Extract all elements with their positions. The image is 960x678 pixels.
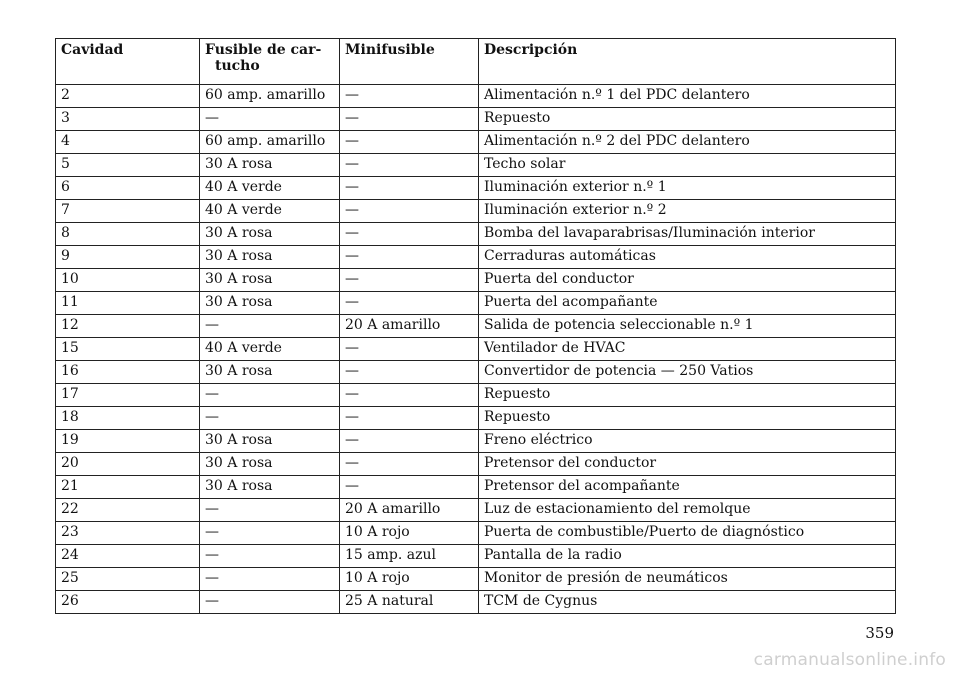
cell-cavidad: 23 [56,522,200,545]
cell-cavidad: 25 [56,568,200,591]
cell-cavidad: 15 [56,338,200,361]
cell-fusible-cartucho: — [200,568,340,591]
cell-minifusible: — [340,154,479,177]
cell-descripcion: Repuesto [479,108,896,131]
cell-descripcion: Alimentación n.º 2 del PDC delantero [479,131,896,154]
cell-cavidad: 12 [56,315,200,338]
table-row [56,85,896,108]
header-row [56,39,896,85]
cell-minifusible: 25 A natural [340,591,479,614]
cell-minifusible: — [340,108,479,131]
cell-descripcion: Puerta del conductor [479,269,896,292]
cell-minifusible: — [340,292,479,315]
cell-cavidad: 11 [56,292,200,315]
header-fusible-cartucho: Fusible de car- tucho [200,39,340,85]
cell-descripcion: Iluminación exterior n.º 2 [479,200,896,223]
cell-descripcion: Salida de potencia seleccionable n.º 1 [479,315,896,338]
cell-cavidad: 22 [56,499,200,522]
cell-cavidad: 2 [56,85,200,108]
table-row [56,568,896,591]
cell-cavidad: 4 [56,131,200,154]
fuse-table [55,38,896,614]
table-row [56,154,896,177]
watermark-text: carmanualsonline.info [753,650,946,670]
header-descripcion: Descripción [479,39,896,85]
cell-minifusible: — [340,269,479,292]
cell-descripcion: Freno eléctrico [479,430,896,453]
cell-minifusible: — [340,407,479,430]
cell-cavidad: 7 [56,200,200,223]
cell-cavidad: 10 [56,269,200,292]
cell-minifusible: — [340,200,479,223]
table-row [56,453,896,476]
table-row [56,108,896,131]
cell-descripcion: Cerraduras automáticas [479,246,896,269]
table-row [56,476,896,499]
cell-fusible-cartucho: — [200,315,340,338]
table-row [56,384,896,407]
cell-minifusible: — [340,85,479,108]
cell-cavidad: 20 [56,453,200,476]
cell-descripcion: Convertidor de potencia — 250 Vatios [479,361,896,384]
table-row [56,315,896,338]
cell-descripcion: Pretensor del acompañante [479,476,896,499]
cell-minifusible: 10 A rojo [340,522,479,545]
cell-fusible-cartucho: — [200,545,340,568]
cell-cavidad: 26 [56,591,200,614]
cell-minifusible: — [340,430,479,453]
table-row [56,545,896,568]
cell-descripcion: Pantalla de la radio [479,545,896,568]
table-row [56,246,896,269]
fuse-table-header [56,39,896,85]
cell-cavidad: 24 [56,545,200,568]
cell-minifusible: — [340,476,479,499]
cell-descripcion: Repuesto [479,384,896,407]
table-row [56,292,896,315]
cell-fusible-cartucho: 60 amp. amarillo [200,131,340,154]
table-row [56,407,896,430]
cell-descripcion: Monitor de presión de neumáticos [479,568,896,591]
cell-fusible-cartucho: 30 A rosa [200,476,340,499]
cell-fusible-cartucho: 30 A rosa [200,453,340,476]
cell-cavidad: 21 [56,476,200,499]
cell-fusible-cartucho: 30 A rosa [200,154,340,177]
cell-descripcion: Ventilador de HVAC [479,338,896,361]
cell-descripcion: TCM de Cygnus [479,591,896,614]
cell-descripcion: Iluminación exterior n.º 1 [479,177,896,200]
cell-descripcion: Puerta del acompañante [479,292,896,315]
cell-fusible-cartucho: 30 A rosa [200,269,340,292]
cell-minifusible: — [340,338,479,361]
cell-minifusible: — [340,177,479,200]
table-row [56,269,896,292]
cell-fusible-cartucho: 40 A verde [200,177,340,200]
cell-fusible-cartucho: — [200,407,340,430]
cell-minifusible: — [340,246,479,269]
cell-fusible-cartucho: 40 A verde [200,200,340,223]
cell-cavidad: 19 [56,430,200,453]
cell-minifusible: 20 A amarillo [340,499,479,522]
table-row [56,338,896,361]
cell-cavidad: 8 [56,223,200,246]
cell-minifusible: — [340,223,479,246]
cell-descripcion: Luz de estacionamiento del remolque [479,499,896,522]
fuse-table-body [56,85,896,614]
cell-descripcion: Repuesto [479,407,896,430]
cell-minifusible: — [340,453,479,476]
cell-descripcion: Pretensor del conductor [479,453,896,476]
table-row [56,223,896,246]
cell-fusible-cartucho: — [200,522,340,545]
cell-descripcion: Bomba del lavaparabrisas/Iluminación interior [479,223,896,246]
page-number: 359 [865,624,894,642]
cell-descripcion: Techo solar [479,154,896,177]
cell-fusible-cartucho: 30 A rosa [200,361,340,384]
cell-cavidad: 5 [56,154,200,177]
cell-fusible-cartucho: 30 A rosa [200,223,340,246]
table-row [56,591,896,614]
cell-minifusible: — [340,384,479,407]
table-row [56,361,896,384]
cell-minifusible: — [340,131,479,154]
cell-cavidad: 16 [56,361,200,384]
cell-cavidad: 17 [56,384,200,407]
cell-cavidad: 3 [56,108,200,131]
cell-descripcion: Puerta de combustible/Puerto de diagnóstico [479,522,896,545]
header-cavidad: Cavidad [56,39,200,85]
cell-minifusible: — [340,361,479,384]
table-row [56,131,896,154]
table-row [56,200,896,223]
cell-fusible-cartucho: — [200,384,340,407]
cell-fusible-cartucho: — [200,108,340,131]
cell-fusible-cartucho: 40 A verde [200,338,340,361]
table-row [56,177,896,200]
cell-fusible-cartucho: 60 amp. amarillo [200,85,340,108]
cell-fusible-cartucho: — [200,499,340,522]
cell-fusible-cartucho: 30 A rosa [200,292,340,315]
header-minifusible: Minifusible [340,39,479,85]
cell-minifusible: 10 A rojo [340,568,479,591]
cell-minifusible: 15 amp. azul [340,545,479,568]
cell-minifusible: 20 A amarillo [340,315,479,338]
table-row [56,522,896,545]
cell-cavidad: 6 [56,177,200,200]
cell-cavidad: 18 [56,407,200,430]
cell-fusible-cartucho: 30 A rosa [200,246,340,269]
cell-fusible-cartucho: — [200,591,340,614]
table-row [56,430,896,453]
cell-fusible-cartucho: 30 A rosa [200,430,340,453]
cell-cavidad: 9 [56,246,200,269]
cell-descripcion: Alimentación n.º 1 del PDC delantero [479,85,896,108]
table-row [56,499,896,522]
